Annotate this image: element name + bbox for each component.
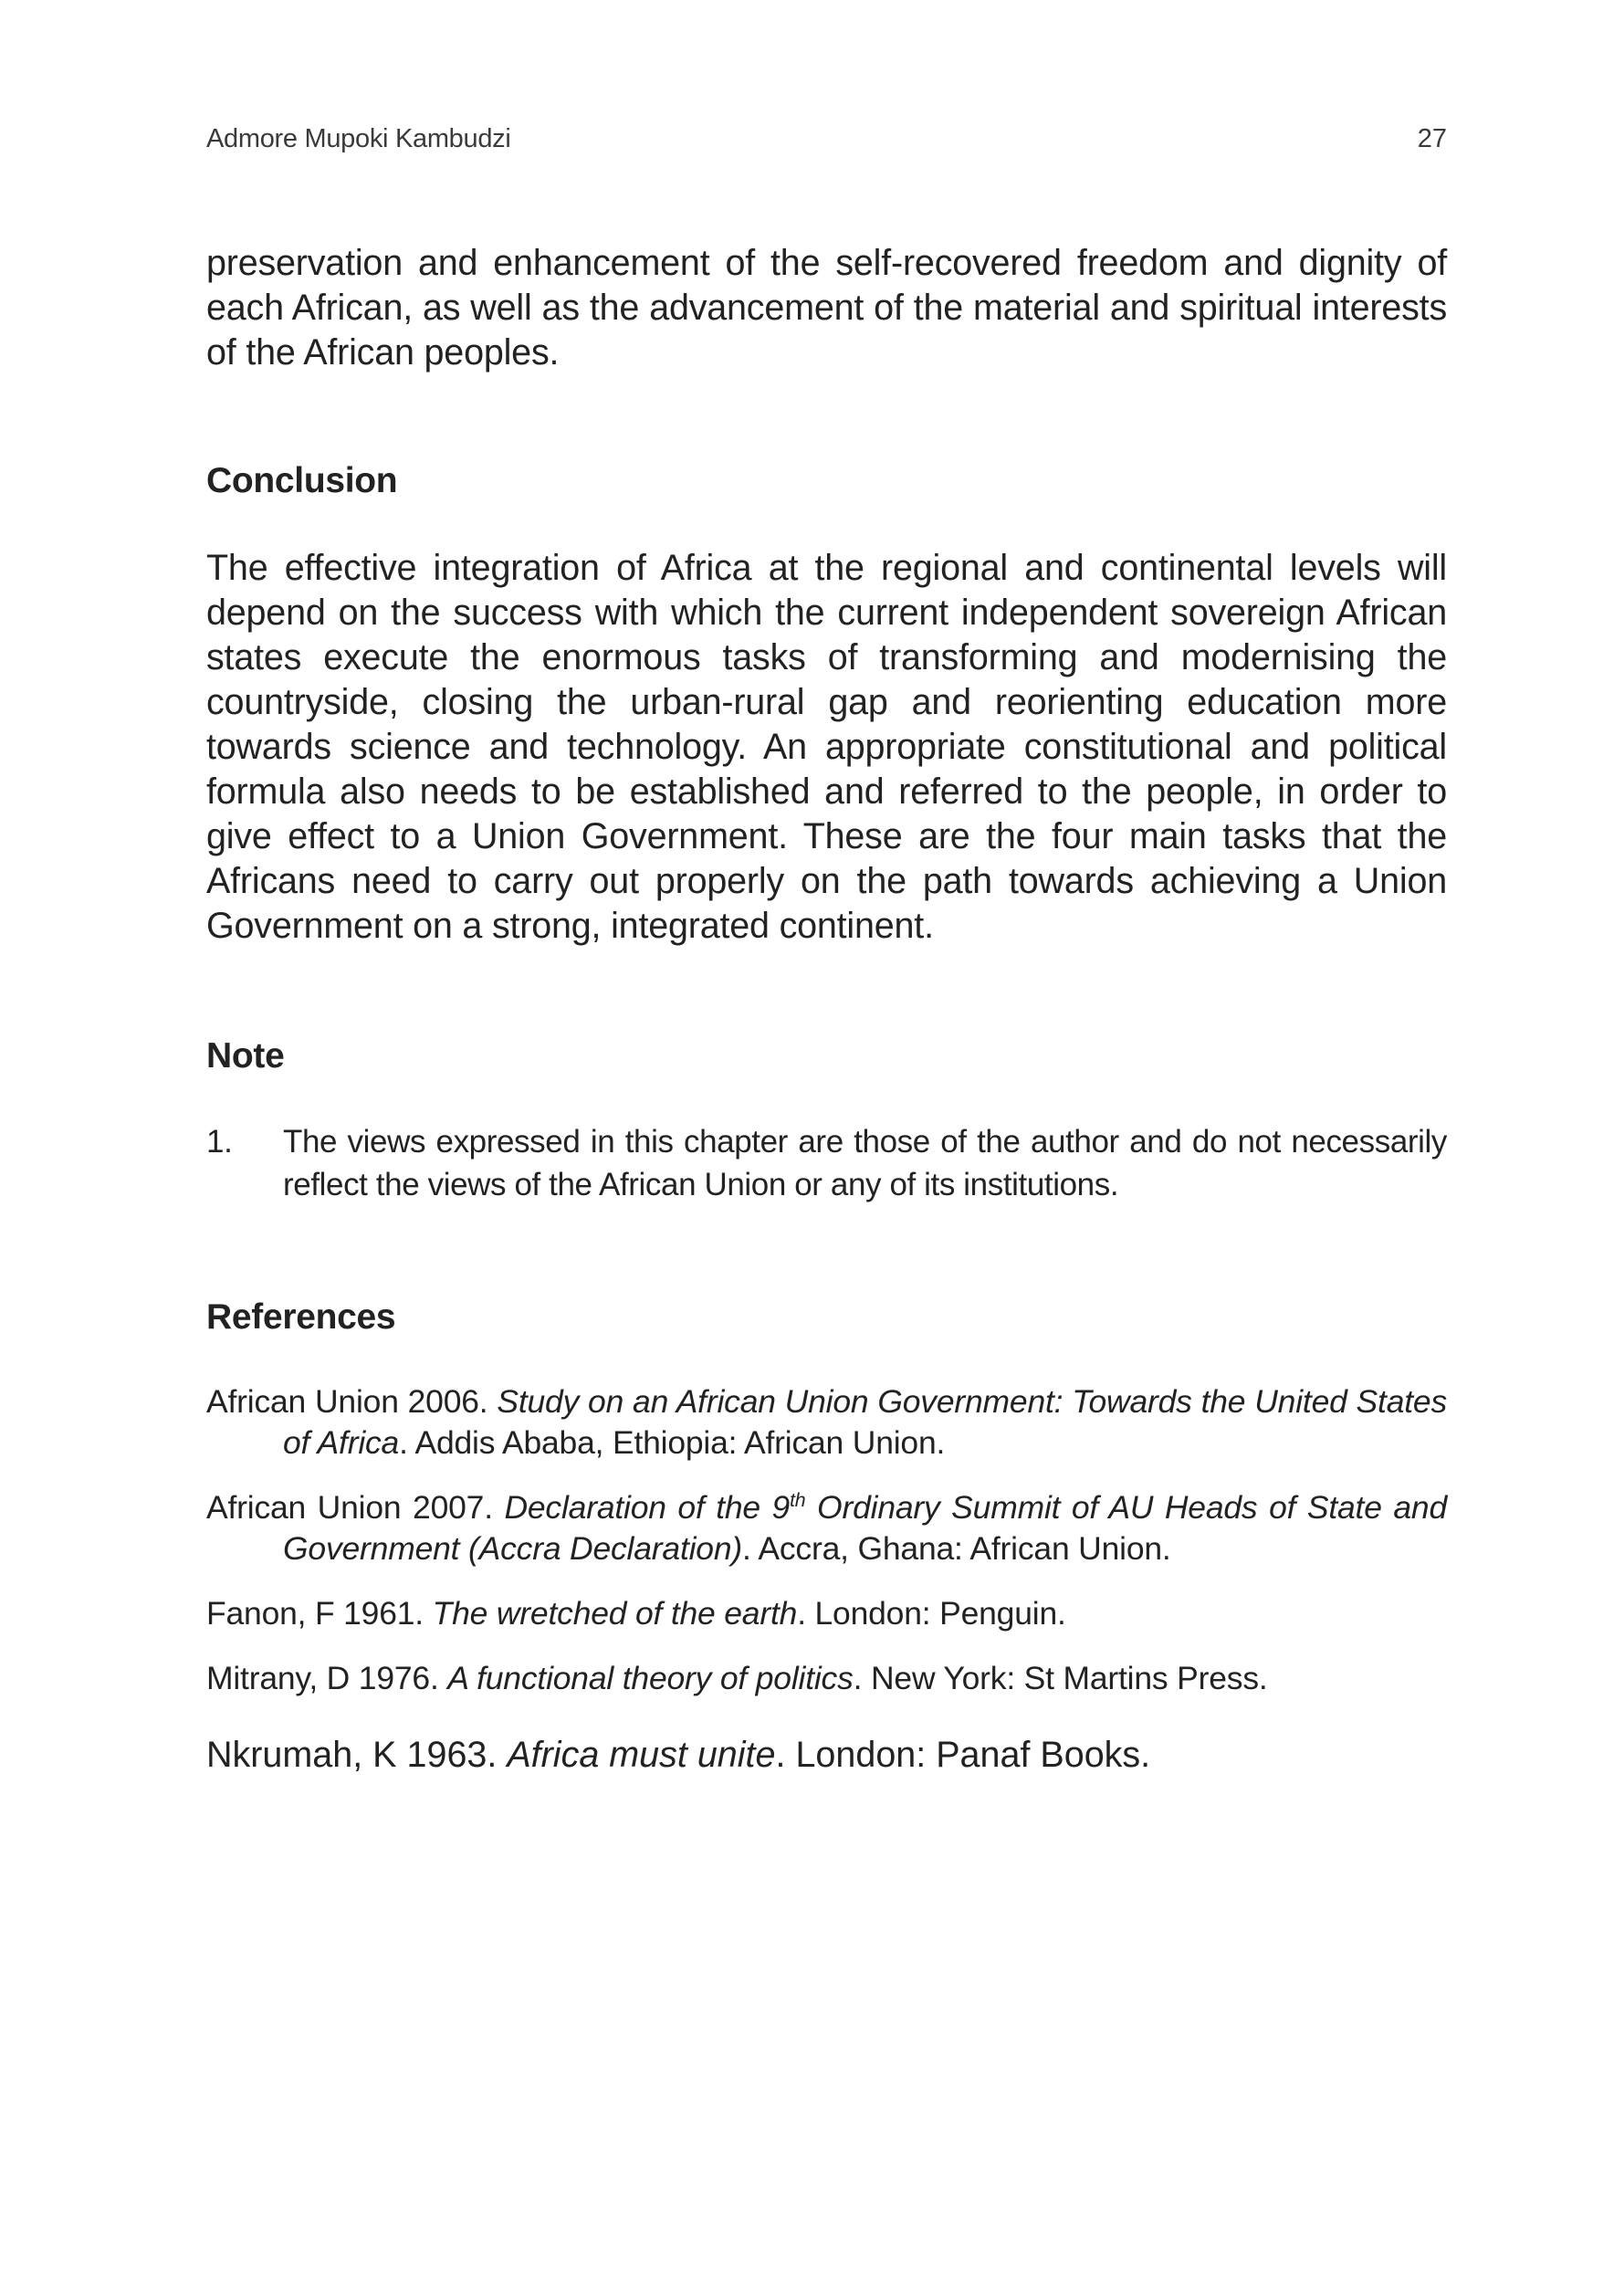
reference-author-year: African Union 2006. bbox=[206, 1383, 498, 1420]
page-number: 27 bbox=[1417, 124, 1447, 153]
reference-title: The wretched of the earth bbox=[432, 1595, 798, 1632]
running-header bbox=[206, 124, 1447, 161]
reference-entry bbox=[206, 1487, 1447, 1569]
intro-paragraph: preservation and enhancement of the self-recovered freedom and dignity of each African, as well as the advancement of the material and spiritual interests of the African peoples. bbox=[206, 243, 1447, 373]
reference-author-year: Nkrumah, K 1963. bbox=[206, 1735, 508, 1775]
reference-title-part: Ordinary Summit of AU Heads of State and Government (Accra Declaration) bbox=[283, 1489, 1447, 1567]
reference-publisher: . Addis Ababa, Ethiopia: African Union. bbox=[399, 1424, 946, 1461]
references-list bbox=[206, 1381, 1447, 1778]
reference-publisher: . New York: St Martins Press. bbox=[853, 1660, 1268, 1696]
conclusion-heading: Conclusion bbox=[206, 461, 398, 500]
reference-title: A functional theory of politics bbox=[447, 1660, 854, 1696]
reference-title-part: Declaration of the 9 bbox=[504, 1489, 791, 1526]
reference-publisher: . Accra, Ghana: African Union. bbox=[742, 1530, 1171, 1567]
reference-entry bbox=[206, 1658, 1447, 1699]
note-heading: Note bbox=[206, 1036, 285, 1076]
reference-author-year: Mitrany, D 1976. bbox=[206, 1660, 448, 1696]
reference-publisher: . London: Penguin. bbox=[797, 1595, 1066, 1632]
reference-title: Study on an African Union Government: Towards the United States of Africa bbox=[283, 1383, 1447, 1461]
reference-publisher: . London: Panaf Books. bbox=[775, 1735, 1151, 1775]
reference-entry bbox=[206, 1593, 1447, 1634]
reference-entry bbox=[206, 1732, 1447, 1778]
note-text: The views expressed in this chapter are those of the author and do not necessarily reflect the views of the African Union or any of its institutions. bbox=[283, 1124, 1447, 1202]
page-body bbox=[206, 241, 1447, 1801]
note-list bbox=[206, 1120, 1447, 1206]
reference-author-year: African Union 2007. bbox=[206, 1489, 505, 1526]
references-heading: References bbox=[206, 1297, 396, 1337]
reference-author-year: Fanon, F 1961. bbox=[206, 1595, 433, 1632]
ordinal-superscript: th bbox=[790, 1489, 806, 1512]
note-number: 1. bbox=[206, 1124, 233, 1160]
reference-entry bbox=[206, 1381, 1447, 1464]
reference-title: Africa must unite bbox=[507, 1735, 776, 1775]
note-item bbox=[206, 1120, 1447, 1206]
running-header-author: Admore Mupoki Kambudzi bbox=[206, 124, 511, 153]
conclusion-paragraph: The effective integration of Africa at the regional and continental levels will depend on the success with which the current independent sovereign African states execute the enormous tasks of transforming and modernising the countryside, closing the urban-rural gap and reorienting education more towards science and technology. An appropriate constitutional and political formula also needs to be established and referred to the people, in order to give effect to a Union Government. These are the four main tasks that the Africans need to carry out properly on the path towards achieving a Union Government on a strong, integrated continent. bbox=[206, 548, 1447, 946]
